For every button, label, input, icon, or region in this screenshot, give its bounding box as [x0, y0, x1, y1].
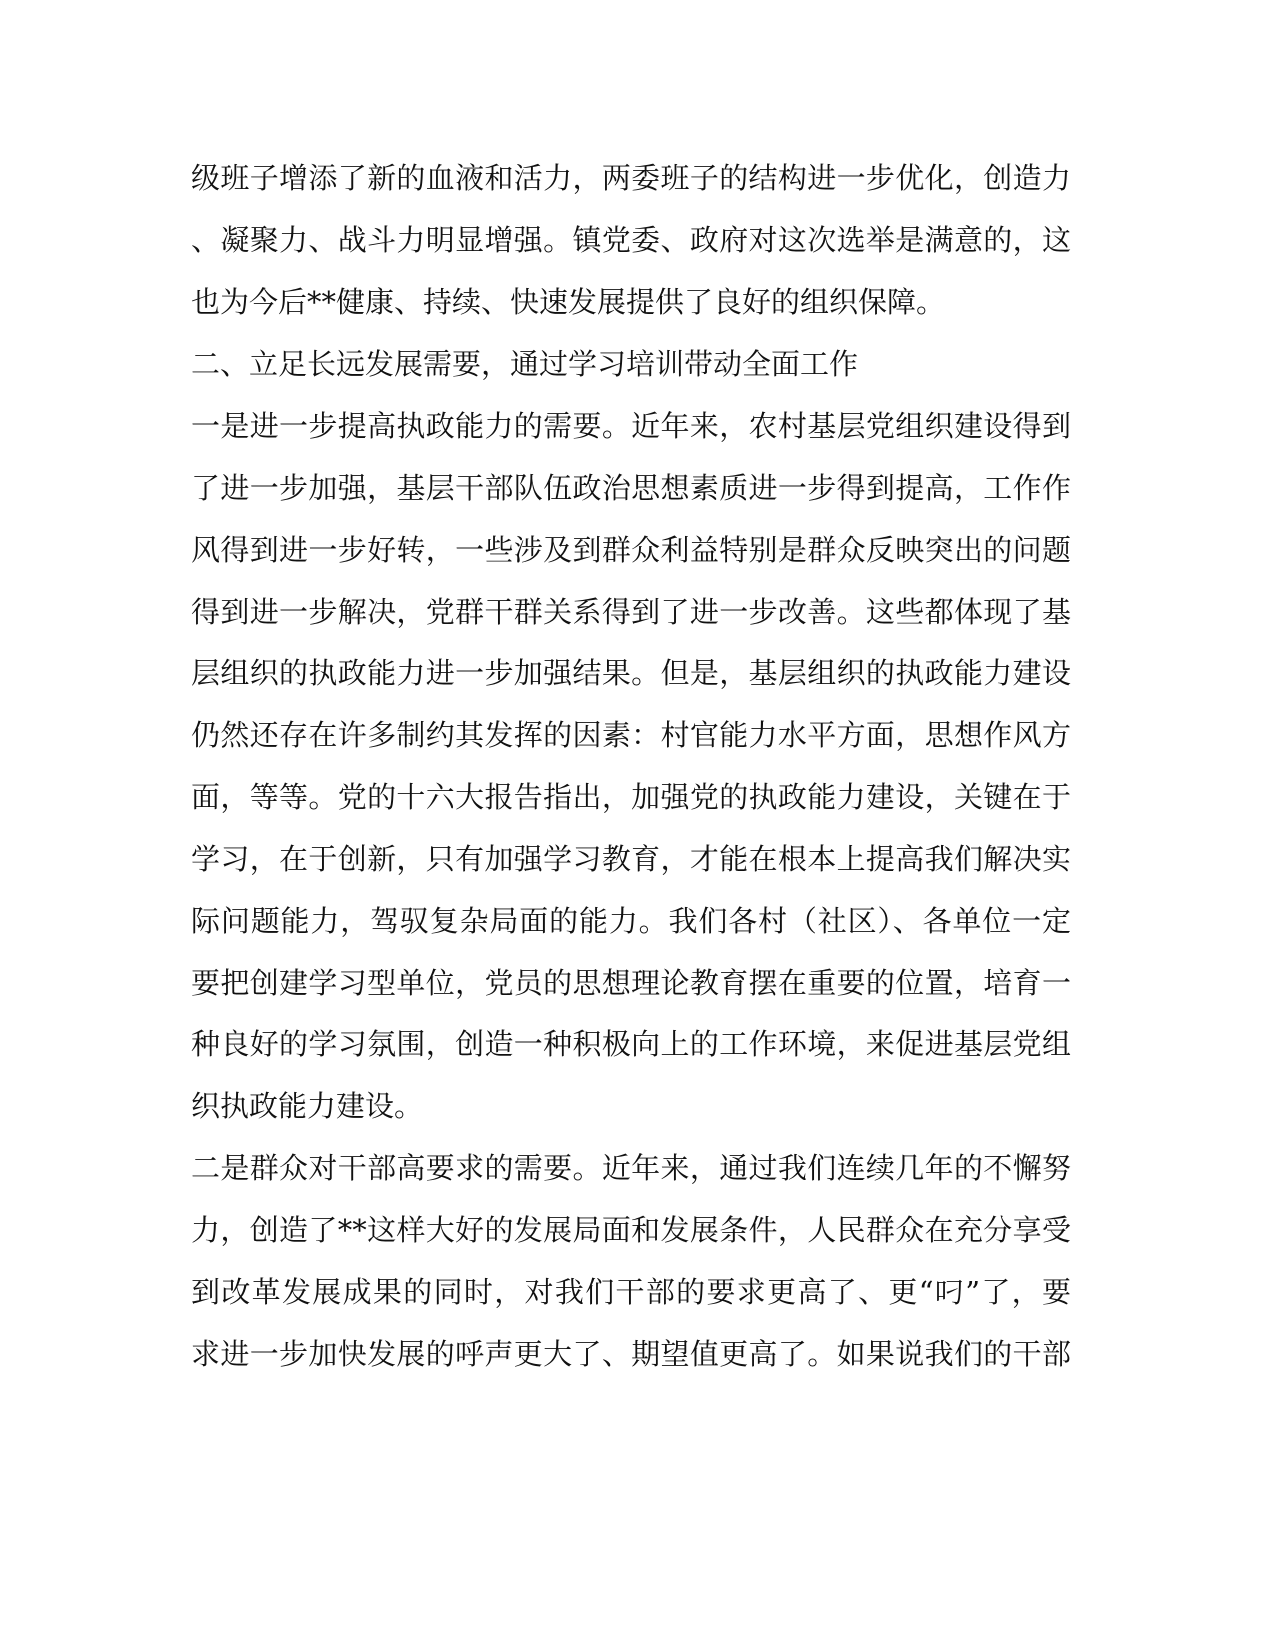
- text-line: 求进一步加快发展的呼声更大了、期望值更高了。如果说我们的干部: [191, 1337, 1071, 1371]
- text-line: 织执政能力建设。: [191, 1089, 424, 1123]
- text-line: 级班子增添了新的血液和活力，两委班子的结构进一步优化，创造力: [191, 161, 1071, 195]
- text-line: 也为今后**健康、持续、快速发展提供了良好的组织保障。: [191, 285, 946, 319]
- text-line: 学习，在于创新，只有加强学习教育，才能在根本上提高我们解决实: [191, 842, 1071, 876]
- text-line: 、凝聚力、战斗力明显增强。镇党委、政府对这次选举是满意的，这: [191, 223, 1071, 257]
- text-line: 要把创建学习型单位，党员的思想理论教育摆在重要的位置，培育一: [191, 966, 1071, 1000]
- text-line: 一是进一步提高执政能力的需要。近年来，农村基层党组织建设得到: [191, 409, 1071, 443]
- text-line: 风得到进一步好转，一些涉及到群众利益特别是群众反映突出的问题: [191, 533, 1071, 567]
- text-line: 得到进一步解决，党群干群关系得到了进一步改善。这些都体现了基: [191, 595, 1071, 629]
- section-heading: 二、立足长远发展需要，通过学习培训带动全面工作: [191, 347, 859, 381]
- text-line: 到改革发展成果的同时，对我们干部的要求更高了、更“叼”了，要: [191, 1275, 1071, 1309]
- text-line: 种良好的学习氛围，创造一种积极向上的工作环境，来促进基层党组: [191, 1027, 1071, 1061]
- text-line: 二是群众对干部高要求的需要。近年来，通过我们连续几年的不懈努: [191, 1151, 1071, 1185]
- text-line: 仍然还存在许多制约其发挥的因素：村官能力水平方面，思想作风方: [191, 718, 1071, 752]
- text-line: 层组织的执政能力进一步加强结果。但是，基层组织的执政能力建设: [191, 656, 1071, 690]
- text-line: 面，等等。党的十六大报告指出，加强党的执政能力建设，关键在于: [191, 780, 1071, 814]
- text-line: 际问题能力，驾驭复杂局面的能力。我们各村（社区）、各单位一定: [191, 904, 1071, 938]
- text-line: 了进一步加强，基层干部队伍政治思想素质进一步得到提高，工作作: [191, 471, 1071, 505]
- text-line: 力，创造了**这样大好的发展局面和发展条件，人民群众在充分享受: [191, 1213, 1071, 1247]
